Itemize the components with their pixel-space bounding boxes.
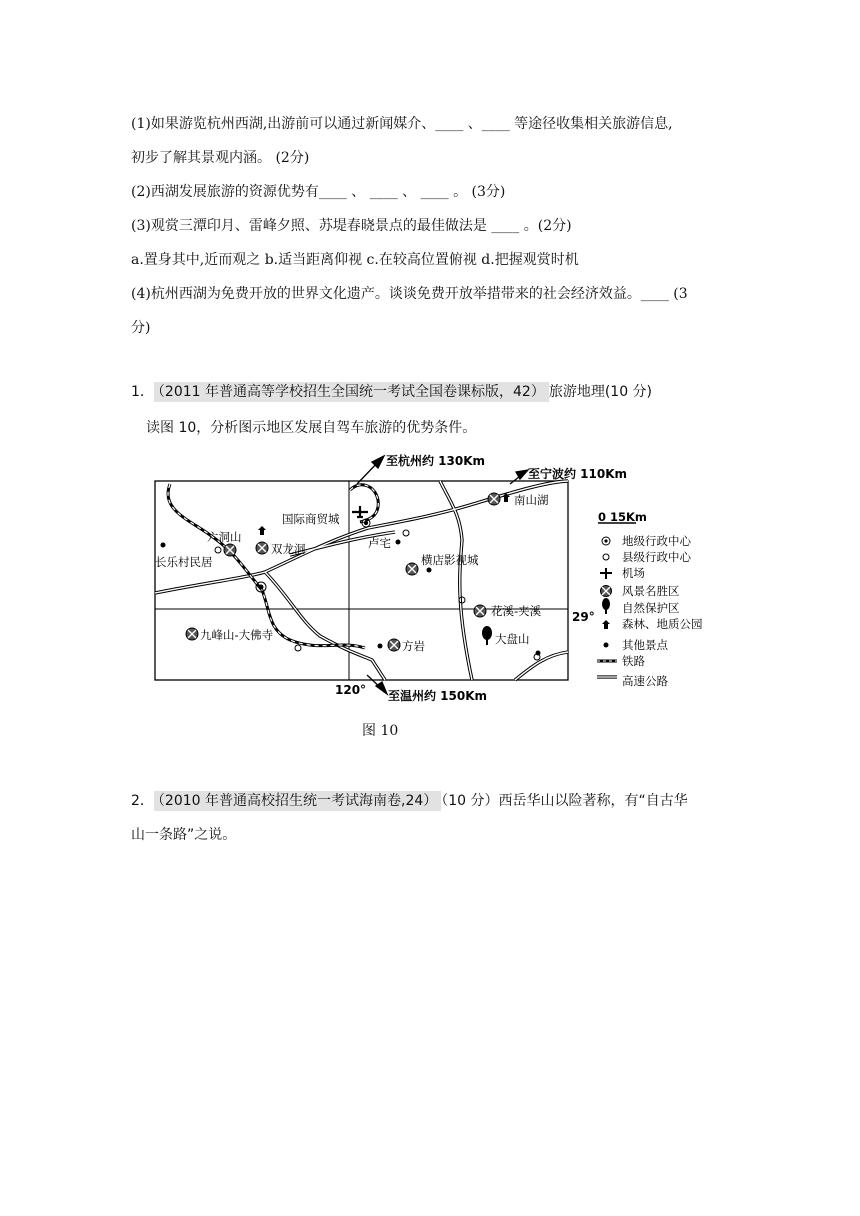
legend-nature-reserve: 自然保护区: [622, 601, 680, 615]
problem-1-prompt: 读图 10，分析图示地区发展自驾车旅游的优势条件。: [146, 420, 477, 436]
nature-reserve-icon: [482, 626, 492, 645]
direction-hangzhou: 至杭州约 130Km: [386, 454, 486, 468]
label-guoji: 国际商贸城: [282, 512, 340, 526]
legend-other-attraction: 其他景点: [622, 638, 668, 652]
problem-number: 1．: [131, 384, 154, 400]
airport-icon: [352, 506, 368, 518]
highways: [155, 481, 568, 680]
question-4-cont: 分): [131, 320, 151, 336]
legend-forest-park: 森林、地质公园: [622, 617, 703, 631]
legend-admin-center: 地级行政中心: [622, 534, 691, 548]
legend-airport: 机场: [622, 566, 645, 580]
scale-bar-label: 0 15Km: [598, 510, 647, 524]
problem-source: （2010 年普通高校招生统一考试海南卷,24）: [154, 791, 441, 811]
problem-text: （10 分）西岳华山以险著称，有“自古华: [441, 793, 688, 809]
answer-options: a.置身其中,近而观之 b.适当距离仰视 c.在较高位置俯视 d.把握观赏时机: [131, 252, 579, 268]
label-shuanglong: 双龙洞: [271, 542, 306, 556]
legend-scenic-area: 风景名胜区: [622, 584, 680, 598]
direction-wenzhou: 至温州约 150Km: [388, 689, 488, 703]
problem-number: 2．: [131, 793, 154, 809]
question-1-cont: 初步了解其景观内涵。 (2分): [131, 150, 310, 166]
legend-county-center: 县级行政中心: [622, 550, 691, 564]
problem-topic: 旅游地理(10 分): [548, 384, 653, 400]
latitude-label: 29°: [572, 610, 595, 624]
label-huaxi: 花溪-夹溪: [491, 604, 542, 618]
problem-source: （2011 年普通高等学校招生全国统一考试全国卷课标版，42）: [154, 382, 549, 402]
problem-2-cont: 山一条路”之说。: [131, 827, 237, 843]
direction-ningbo: 至宁波约 110Km: [528, 467, 628, 481]
longitude-label: 120°: [335, 683, 367, 697]
label-luzhai: 卢宅: [368, 536, 391, 550]
question-2: (2)西湖发展旅游的资源优势有____ 、 ____ 、 ____ 。 (3分): [131, 184, 506, 200]
map-legend: [597, 510, 703, 688]
label-dapan: 大盘山: [495, 632, 530, 646]
question-3: (3)观赏三潭印月、雷峰夕照、苏堤春晓景点的最佳做法是 ____ 。(2分): [131, 218, 572, 234]
label-hengdian: 横店影视城: [421, 553, 479, 567]
label-changle: 长乐村民居: [155, 555, 213, 569]
figure-caption: 图 10: [362, 723, 399, 739]
label-nanshanhu: 南山湖: [514, 493, 549, 507]
label-fangyan: 方岩: [402, 639, 425, 653]
question-1: (1)如果游览杭州西湖,出游前可以通过新闻媒介、____ 、____ 等途径收集相关旅游信息,: [131, 116, 673, 132]
question-4: (4)杭州西湖为免费开放的世界文化遗产。谈谈免费开放举措带来的社会经济效益。____ (3: [131, 286, 688, 302]
label-jiufeng: 九峰山-大佛寺: [200, 628, 274, 642]
label-liudong: 六洞山: [207, 530, 242, 544]
problem-2-heading: [131, 790, 688, 810]
legend-highway: 高速公路: [622, 674, 668, 688]
legend-railway: 铁路: [622, 654, 645, 668]
